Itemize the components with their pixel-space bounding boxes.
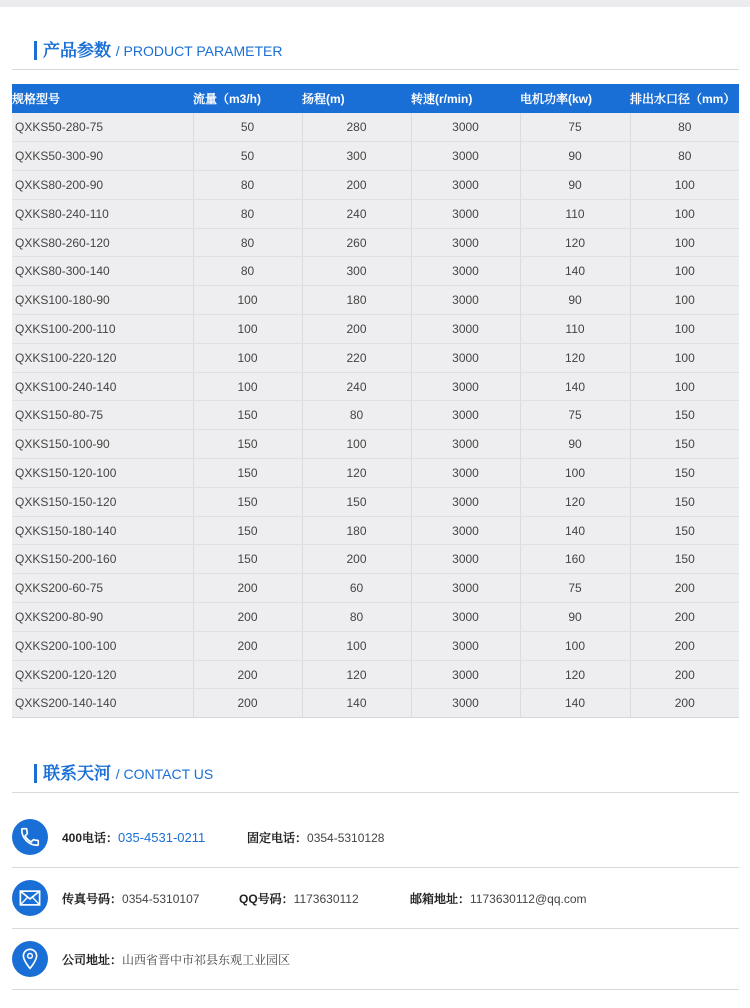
value-cell: 3000 [411,603,520,632]
product-parameter-title-cn: 产品参数 [43,41,111,60]
heading-accent-bar [34,764,37,783]
value-cell: 3000 [411,142,520,171]
value-cell: 150 [630,401,739,430]
value-cell: 75 [520,574,630,603]
value-cell: 200 [302,315,411,344]
value-cell: 50 [193,142,302,171]
value-cell: 110 [520,315,630,344]
value-cell: 240 [302,372,411,401]
fax-value: 0354-5310107 [122,892,200,906]
value-cell: 100 [302,631,411,660]
phone-400-value[interactable]: 035-4531-0211 [118,830,206,845]
value-cell: 300 [302,257,411,286]
model-cell: QXKS80-200-90 [12,171,193,200]
column-header: 流量（m3/h) [193,84,302,113]
value-cell: 200 [193,603,302,632]
value-cell: 150 [630,487,739,516]
value-cell: 75 [520,401,630,430]
value-cell: 280 [302,113,411,142]
value-cell: 3000 [411,689,520,718]
value-cell: 200 [630,689,739,718]
value-cell: 150 [193,459,302,488]
contact-heading [12,763,739,793]
phone-icon [12,819,48,855]
model-cell: QXKS80-260-120 [12,228,193,257]
table-row [12,545,739,574]
product-parameter-title [43,40,282,62]
top-strip [0,0,750,7]
value-cell: 150 [193,430,302,459]
value-cell: 100 [630,372,739,401]
value-cell: 60 [302,574,411,603]
table-row [12,487,739,516]
value-cell: 150 [193,545,302,574]
value-cell: 80 [630,113,739,142]
table-row [12,113,739,142]
value-cell: 80 [630,142,739,171]
fax [62,869,199,929]
value-cell: 220 [302,343,411,372]
value-cell: 90 [520,286,630,315]
value-cell: 180 [302,516,411,545]
contact-row-address [12,930,739,990]
value-cell: 80 [302,603,411,632]
value-cell: 3000 [411,228,520,257]
column-header: 转速(r/min) [411,84,520,113]
value-cell: 3000 [411,257,520,286]
value-cell: 3000 [411,171,520,200]
table-row [12,228,739,257]
value-cell: 100 [630,286,739,315]
email [410,869,587,929]
value-cell: 150 [630,459,739,488]
model-cell: QXKS50-300-90 [12,142,193,171]
model-cell: QXKS150-150-120 [12,487,193,516]
value-cell: 50 [193,113,302,142]
model-cell: QXKS100-240-140 [12,372,193,401]
value-cell: 200 [630,574,739,603]
value-cell: 100 [520,631,630,660]
value-cell: 150 [193,487,302,516]
contact-title [43,763,213,785]
value-cell: 120 [520,660,630,689]
table-header-row [12,84,739,113]
value-cell: 90 [520,603,630,632]
value-cell: 80 [193,228,302,257]
contact-title-en: / CONTACT US [115,766,214,782]
value-cell: 150 [193,516,302,545]
value-cell: 200 [193,689,302,718]
model-cell: QXKS100-220-120 [12,343,193,372]
table-row [12,401,739,430]
value-cell: 3000 [411,286,520,315]
table-row [12,257,739,286]
model-cell: QXKS100-200-110 [12,315,193,344]
value-cell: 80 [193,199,302,228]
value-cell: 120 [520,343,630,372]
table-row [12,631,739,660]
value-cell: 200 [630,603,739,632]
address-value: 山西省晋中市祁县东观工业园区 [122,953,291,967]
product-parameter-title-en: / PRODUCT PARAMETER [115,43,283,59]
table-row [12,430,739,459]
value-cell: 3000 [411,199,520,228]
value-cell: 100 [193,343,302,372]
value-cell: 140 [520,372,630,401]
model-cell: QXKS200-120-120 [12,660,193,689]
table-row [12,689,739,718]
email-value[interactable]: 1173630112@qq.com [470,892,587,906]
table-row [12,516,739,545]
column-header: 电机功率(kw) [520,84,630,113]
value-cell: 3000 [411,113,520,142]
value-cell: 80 [193,257,302,286]
email-label: 邮箱地址： [410,892,471,906]
value-cell: 3000 [411,372,520,401]
phone-400-label: 400电话： [62,831,119,845]
value-cell: 3000 [411,343,520,372]
landline-label: 固定电话： [247,831,308,845]
model-cell: QXKS50-280-75 [12,113,193,142]
value-cell: 200 [630,660,739,689]
table-row [12,199,739,228]
value-cell: 3000 [411,459,520,488]
model-cell: QXKS150-180-140 [12,516,193,545]
table-row [12,372,739,401]
model-cell: QXKS80-300-140 [12,257,193,286]
contact-row-phone [12,808,739,868]
qq [239,869,359,929]
table-row [12,603,739,632]
table-row [12,286,739,315]
value-cell: 90 [520,171,630,200]
value-cell: 100 [302,430,411,459]
value-cell: 150 [630,545,739,574]
value-cell: 240 [302,199,411,228]
column-header: 扬程(m) [302,84,411,113]
value-cell: 120 [520,228,630,257]
value-cell: 150 [302,487,411,516]
location-pin-icon [12,941,48,977]
value-cell: 3000 [411,660,520,689]
table-row [12,315,739,344]
value-cell: 100 [630,228,739,257]
contact-row-fax [12,869,739,929]
value-cell: 150 [193,401,302,430]
parameter-table [12,84,739,718]
model-cell: QXKS150-120-100 [12,459,193,488]
value-cell: 150 [630,430,739,459]
model-cell: QXKS100-180-90 [12,286,193,315]
value-cell: 3000 [411,631,520,660]
value-cell: 90 [520,142,630,171]
table-row [12,459,739,488]
value-cell: 140 [520,689,630,718]
table-row [12,142,739,171]
value-cell: 200 [193,574,302,603]
value-cell: 3000 [411,401,520,430]
value-cell: 3000 [411,516,520,545]
value-cell: 3000 [411,430,520,459]
value-cell: 3000 [411,487,520,516]
table-row [12,574,739,603]
model-cell: QXKS150-80-75 [12,401,193,430]
value-cell: 180 [302,286,411,315]
value-cell: 100 [630,315,739,344]
value-cell: 200 [193,631,302,660]
value-cell: 150 [630,516,739,545]
model-cell: QXKS150-100-90 [12,430,193,459]
column-header: 规格型号 [12,84,193,113]
value-cell: 100 [520,459,630,488]
value-cell: 80 [302,401,411,430]
table-row [12,660,739,689]
value-cell: 3000 [411,574,520,603]
value-cell: 300 [302,142,411,171]
value-cell: 100 [630,257,739,286]
model-cell: QXKS80-240-110 [12,199,193,228]
value-cell: 100 [630,199,739,228]
table-row [12,171,739,200]
value-cell: 140 [302,689,411,718]
landline [247,808,384,868]
value-cell: 140 [520,516,630,545]
address-label: 公司地址： [62,953,123,967]
value-cell: 120 [302,660,411,689]
value-cell: 200 [630,631,739,660]
value-cell: 160 [520,545,630,574]
qq-value[interactable]: 1173630112 [293,892,359,906]
table-row [12,343,739,372]
model-cell: QXKS150-200-160 [12,545,193,574]
mail-icon [12,880,48,916]
value-cell: 100 [630,171,739,200]
model-cell: QXKS200-80-90 [12,603,193,632]
value-cell: 120 [520,487,630,516]
value-cell: 100 [630,343,739,372]
value-cell: 200 [302,545,411,574]
value-cell: 200 [193,660,302,689]
qq-label: QQ号码： [239,892,294,906]
column-header: 排出水口径（mm） [630,84,739,113]
landline-value[interactable]: 0354-5310128 [307,831,385,845]
model-cell: QXKS200-100-100 [12,631,193,660]
value-cell: 140 [520,257,630,286]
model-cell: QXKS200-140-140 [12,689,193,718]
value-cell: 100 [193,315,302,344]
value-cell: 80 [193,171,302,200]
value-cell: 110 [520,199,630,228]
value-cell: 90 [520,430,630,459]
value-cell: 100 [193,372,302,401]
value-cell: 200 [302,171,411,200]
model-cell: QXKS200-60-75 [12,574,193,603]
value-cell: 260 [302,228,411,257]
address [62,930,290,990]
contact-title-cn: 联系天河 [43,764,111,783]
product-parameter-heading [12,40,739,70]
fax-label: 传真号码： [62,892,123,906]
heading-accent-bar [34,41,37,60]
value-cell: 75 [520,113,630,142]
phone-400 [62,808,205,868]
value-cell: 120 [302,459,411,488]
value-cell: 3000 [411,315,520,344]
value-cell: 100 [193,286,302,315]
value-cell: 3000 [411,545,520,574]
